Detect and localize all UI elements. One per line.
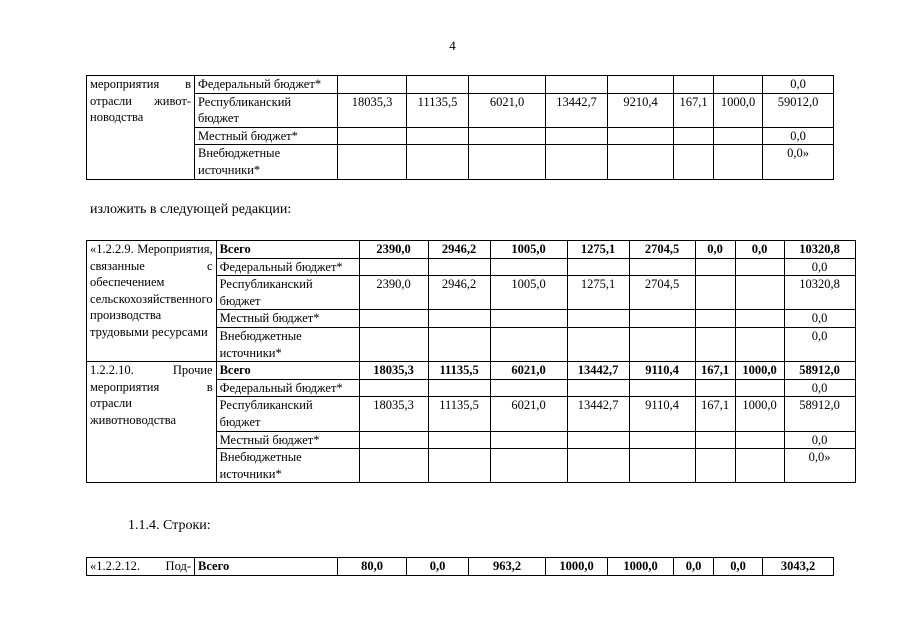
total-cell: 10320,8 [784,276,855,310]
year-value-cell [490,327,567,361]
year-value-cell [338,76,407,94]
year-value-cell: 18035,3 [338,93,407,127]
year-value-cell [428,327,490,361]
year-value-cell: 1000,0 [735,362,784,380]
year-value-cell: 13442,7 [567,397,629,431]
activity-name-cell: «1.2.2.9. Мероприятия, связанные с обеспечением сельскохозяйственного производства трудовыми ресурсами [87,241,217,362]
year-value-cell: 1005,0 [490,276,567,310]
funding-source-cell: Внебюджетные источники* [216,327,359,361]
total-cell: 58912,0 [784,362,855,380]
year-value-cell: 1275,1 [567,241,629,259]
section-heading: 1.1.4. Строки: [128,518,211,533]
year-value-cell [490,258,567,276]
year-value-cell [469,145,546,179]
year-value-cell: 1000,0 [714,93,763,127]
funding-source-cell: Внебюджетные источники* [195,145,338,179]
year-value-cell [428,258,490,276]
year-value-cell: 13442,7 [567,362,629,380]
year-value-cell: 11135,5 [428,362,490,380]
year-value-cell [714,127,763,145]
year-value-cell [359,327,428,361]
year-value-cell [567,431,629,449]
year-value-cell: 2704,5 [629,276,695,310]
year-value-cell [490,310,567,328]
total-cell: 0,0 [763,76,834,94]
year-value-cell [428,431,490,449]
year-value-cell [735,258,784,276]
year-value-cell [608,127,674,145]
year-value-cell [469,76,546,94]
table-row [87,362,856,380]
year-value-cell [359,431,428,449]
year-value-cell [359,310,428,328]
year-value-cell: 1005,0 [490,241,567,259]
year-value-cell: 9110,4 [629,397,695,431]
year-value-cell [695,379,735,397]
year-value-cell: 167,1 [695,362,735,380]
year-value-cell: 0,0 [674,558,714,576]
year-value-cell: 9110,4 [629,362,695,380]
year-value-cell [629,431,695,449]
year-value-cell [735,327,784,361]
year-value-cell: 167,1 [695,397,735,431]
year-value-cell [735,379,784,397]
year-value-cell [567,258,629,276]
year-value-cell [490,449,567,483]
total-cell: 58912,0 [784,397,855,431]
year-value-cell [695,431,735,449]
year-value-cell: 1000,0 [608,558,674,576]
year-value-cell [714,145,763,179]
funding-source-cell: Республиканский бюджет [195,93,338,127]
instruction-paragraph: изложить в следующей редакции: [90,202,292,217]
year-value-cell [674,76,714,94]
funding-source-cell: Республиканский бюджет [216,276,359,310]
year-value-cell [490,431,567,449]
year-value-cell [695,276,735,310]
year-value-cell [546,127,608,145]
year-value-cell: 1275,1 [567,276,629,310]
year-value-cell [735,449,784,483]
year-value-cell [359,449,428,483]
year-value-cell [735,310,784,328]
table-row [87,145,834,179]
year-value-cell: 6021,0 [490,397,567,431]
funding-source-cell: Республиканский бюджет [216,397,359,431]
year-value-cell [546,76,608,94]
total-cell: 0,0» [784,449,855,483]
total-cell: 10320,8 [784,241,855,259]
table-row [87,241,856,259]
funding-source-cell: Федеральный бюджет* [216,258,359,276]
table-row [87,93,834,127]
funding-source-cell: Внебюджетные источники* [216,449,359,483]
year-value-cell [629,379,695,397]
funding-source-cell: Федеральный бюджет* [195,76,338,94]
year-value-cell: 2946,2 [428,276,490,310]
year-value-cell [608,76,674,94]
year-value-cell [567,327,629,361]
year-value-cell [567,310,629,328]
year-value-cell: 963,2 [469,558,546,576]
total-cell: 0,0 [784,431,855,449]
year-value-cell [490,379,567,397]
year-value-cell: 0,0 [407,558,469,576]
year-value-cell [428,310,490,328]
year-value-cell: 1000,0 [546,558,608,576]
year-value-cell [407,76,469,94]
year-value-cell [407,127,469,145]
year-value-cell [629,310,695,328]
year-value-cell [695,449,735,483]
activity-name-cell: мероприятия в отрасли живот-новодства [87,76,195,180]
year-value-cell: 18035,3 [359,362,428,380]
funding-source-cell: Местный бюджет* [216,310,359,328]
total-cell: 59012,0 [763,93,834,127]
year-value-cell [674,145,714,179]
table-row [87,76,834,94]
year-value-cell: 11135,5 [428,397,490,431]
year-value-cell: 167,1 [674,93,714,127]
year-value-cell: 2390,0 [359,241,428,259]
year-value-cell [546,145,608,179]
year-value-cell: 0,0 [735,241,784,259]
year-value-cell [735,431,784,449]
year-value-cell: 6021,0 [469,93,546,127]
funding-source-cell: Всего [216,362,359,380]
year-value-cell: 2390,0 [359,276,428,310]
page-number: 4 [449,38,456,53]
year-value-cell [407,145,469,179]
total-cell: 0,0 [784,310,855,328]
year-value-cell [695,327,735,361]
year-value-cell [629,449,695,483]
year-value-cell: 2704,5 [629,241,695,259]
budget-table-rows [86,557,834,576]
year-value-cell: 9210,4 [608,93,674,127]
funding-source-cell: Всего [216,241,359,259]
total-cell: 0,0 [784,327,855,361]
year-value-cell: 2946,2 [428,241,490,259]
year-value-cell [567,449,629,483]
year-value-cell [735,276,784,310]
year-value-cell [428,379,490,397]
year-value-cell [567,379,629,397]
year-value-cell [338,145,407,179]
year-value-cell: 1000,0 [735,397,784,431]
total-cell: 0,0 [784,379,855,397]
year-value-cell [629,258,695,276]
year-value-cell [428,449,490,483]
year-value-cell: 13442,7 [546,93,608,127]
total-cell: 0,0 [763,127,834,145]
year-value-cell [714,76,763,94]
year-value-cell: 80,0 [338,558,407,576]
year-value-cell [359,379,428,397]
total-cell: 0,0» [763,145,834,179]
year-value-cell: 0,0 [695,241,735,259]
activity-name-cell: 1.2.2.10. Прочие мероприятия в отрасли животноводства [87,362,217,483]
total-cell: 0,0 [784,258,855,276]
year-value-cell: 6021,0 [490,362,567,380]
table-row [87,127,834,145]
year-value-cell [695,258,735,276]
year-value-cell [695,310,735,328]
table-row [87,558,834,576]
total-cell: 3043,2 [763,558,834,576]
activity-name-cell: «1.2.2.12. Под- [87,558,195,576]
year-value-cell [469,127,546,145]
year-value-cell [674,127,714,145]
year-value-cell: 11135,5 [407,93,469,127]
year-value-cell [608,145,674,179]
budget-table-new [86,240,856,483]
year-value-cell [359,258,428,276]
funding-source-cell: Федеральный бюджет* [216,379,359,397]
budget-table-old [86,75,834,180]
year-value-cell [629,327,695,361]
year-value-cell: 0,0 [714,558,763,576]
funding-source-cell: Местный бюджет* [216,431,359,449]
year-value-cell [338,127,407,145]
funding-source-cell: Местный бюджет* [195,127,338,145]
year-value-cell: 18035,3 [359,397,428,431]
funding-source-cell: Всего [195,558,338,576]
